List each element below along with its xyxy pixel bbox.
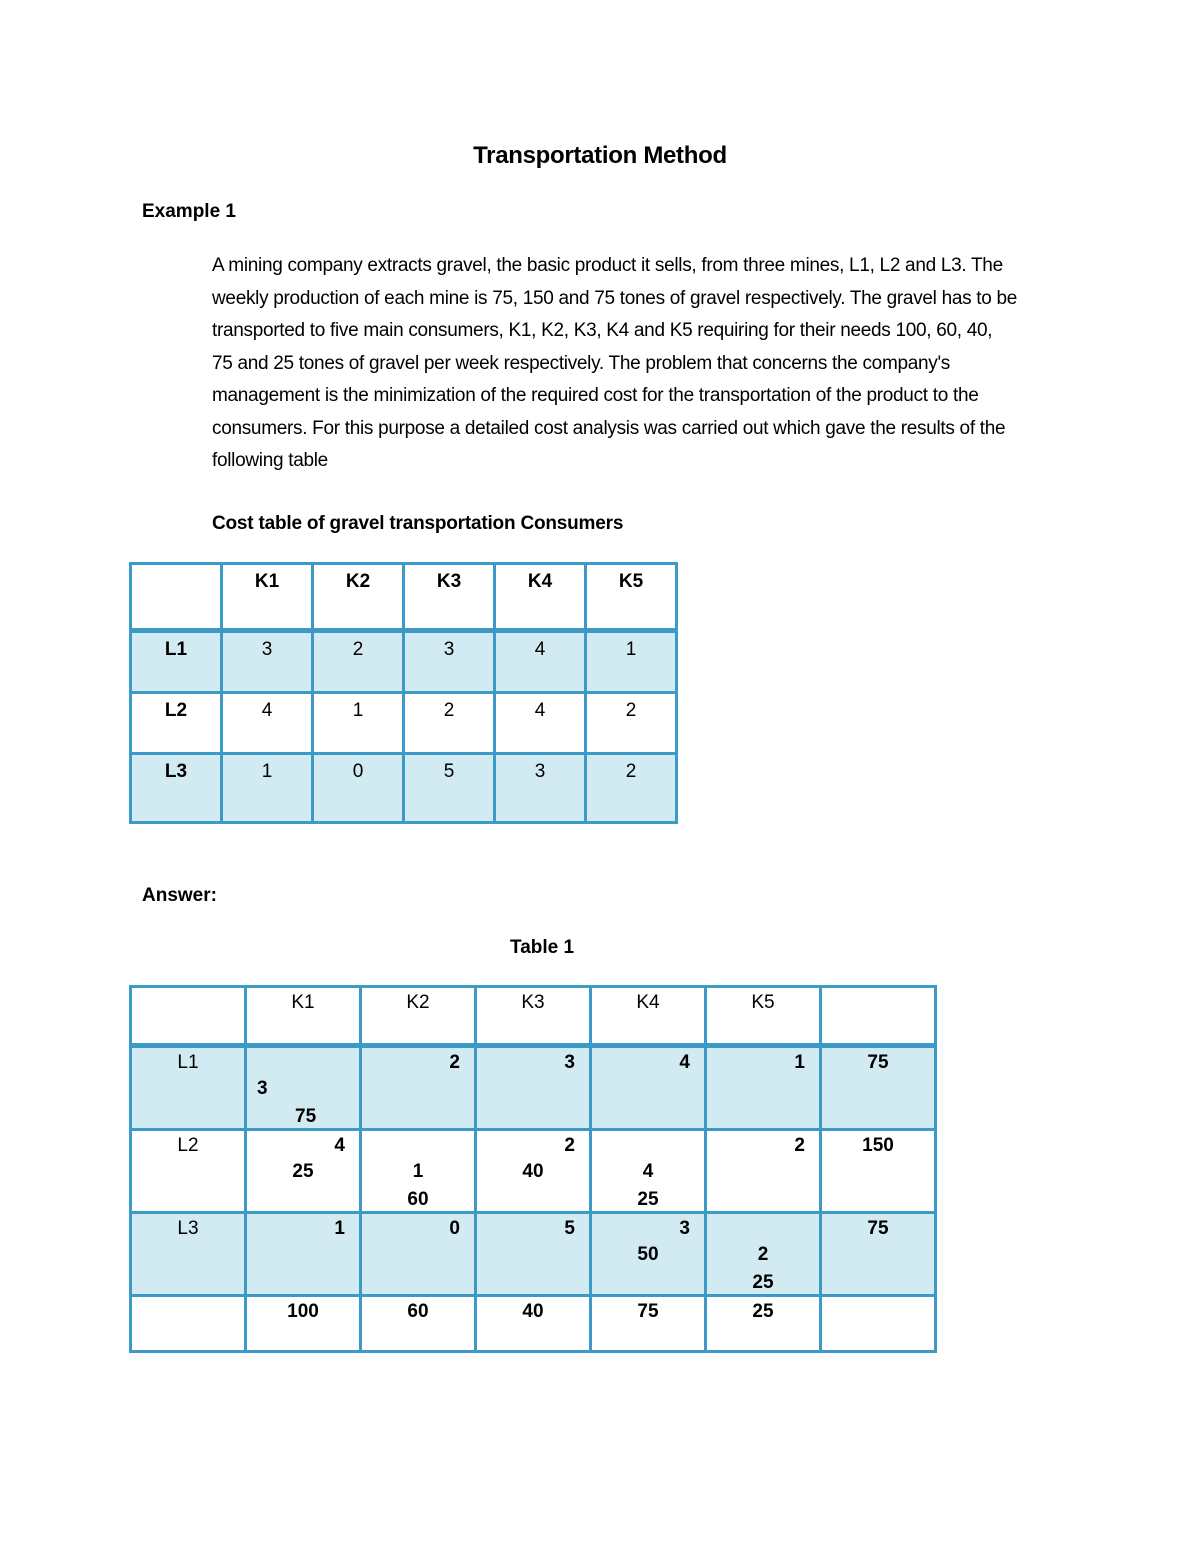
cost-cell: 1 (586, 631, 677, 693)
cell-allocation: 40 (522, 1161, 544, 1182)
row-label: L2 (131, 1130, 246, 1213)
allocation-cell (591, 1213, 706, 1296)
header-cell: K3 (476, 987, 591, 1046)
cell-cost: 3 (679, 1218, 690, 1239)
empty-cell (131, 1296, 246, 1352)
allocation-cell (591, 1130, 706, 1213)
allocation-cell (706, 1130, 821, 1213)
row-label: L3 (131, 754, 222, 823)
header-cell (131, 564, 222, 631)
cell-allocation: 75 (295, 1106, 317, 1127)
cost-table (129, 562, 678, 824)
header-cell: K5 (706, 987, 821, 1046)
cell-cost: 3 (257, 1078, 268, 1099)
cost-cell: 2 (586, 693, 677, 754)
cost-cell: 2 (586, 754, 677, 823)
supply-value: 75 (867, 1052, 889, 1073)
row-label: L2 (131, 693, 222, 754)
demand-cell (246, 1296, 361, 1352)
cell-allocation: 25 (752, 1272, 774, 1293)
supply-cell (821, 1046, 936, 1130)
table-row (131, 1046, 936, 1130)
cost-cell: 3 (404, 631, 495, 693)
allocation-cell (246, 1130, 361, 1213)
allocation-table (129, 985, 937, 1353)
cost-cell: 4 (222, 693, 313, 754)
cell-cost: 0 (449, 1218, 460, 1239)
cell-cost: 2 (794, 1135, 805, 1156)
paragraph-line: 75 and 25 tones of gravel per week respectively. The problem that concerns the company's (212, 352, 951, 374)
cell-cost: 2 (757, 1244, 769, 1265)
header-cell: K4 (591, 987, 706, 1046)
cost-cell: 4 (495, 693, 586, 754)
cost-cell: 3 (222, 631, 313, 693)
cost-cell: 3 (495, 754, 586, 823)
demand-value: 40 (522, 1301, 544, 1322)
paragraph-line: consumers. For this purpose a detailed cost analysis was carried out which gave the results of the (212, 417, 1006, 439)
cost-cell: 4 (495, 631, 586, 693)
allocation-cell (476, 1130, 591, 1213)
header-cell: K3 (404, 564, 495, 631)
table1-caption: Table 1 (510, 937, 575, 958)
demand-cell (361, 1296, 476, 1352)
header-cell: K1 (246, 987, 361, 1046)
header-cell: K2 (313, 564, 404, 631)
cell-cost: 1 (334, 1218, 345, 1239)
paragraph-line: management is the minimization of the required cost for the transportation of the product to the (212, 385, 979, 406)
page-title: Transportation Method (473, 142, 727, 169)
allocation-cell (361, 1130, 476, 1213)
demand-row (131, 1296, 936, 1352)
cost-cell: 5 (404, 754, 495, 823)
cell-allocation: 25 (637, 1189, 659, 1210)
paragraph-line: following table (212, 450, 328, 471)
allocation-cell (706, 1213, 821, 1296)
demand-cell (591, 1296, 706, 1352)
allocation-cell (246, 1046, 361, 1130)
cost-cell: 2 (404, 693, 495, 754)
cost-table-caption: Cost table of gravel transportation Consumers (212, 513, 624, 534)
allocation-cell (361, 1046, 476, 1130)
supply-value: 75 (867, 1218, 889, 1239)
table-row (131, 1130, 936, 1213)
demand-value: 60 (407, 1301, 429, 1322)
paragraph-line: weekly production of each mine is 75, 150 and 75 tones of gravel respectively. The gravel has to be (212, 287, 1018, 309)
allocation-cell (706, 1046, 821, 1130)
row-label: L1 (131, 631, 222, 693)
cell-allocation: 25 (292, 1161, 314, 1182)
cost-table-header (131, 564, 677, 631)
cost-cell: 1 (313, 693, 404, 754)
allocation-cell (246, 1213, 361, 1296)
cell-cost: 1 (794, 1052, 805, 1073)
cell-cost: 4 (679, 1052, 690, 1073)
header-cell: K5 (586, 564, 677, 631)
demand-value: 25 (752, 1301, 774, 1322)
row-label: L1 (131, 1046, 246, 1130)
cell-allocation: 60 (407, 1189, 429, 1210)
table-row (131, 754, 677, 823)
cell-cost: 3 (564, 1052, 575, 1073)
problem-paragraph (212, 250, 1082, 478)
cell-cost: 5 (564, 1218, 575, 1239)
cell-cost: 4 (334, 1135, 345, 1156)
table-row (131, 631, 677, 693)
allocation-cell (361, 1213, 476, 1296)
cell-allocation: 50 (637, 1244, 659, 1265)
row-label: L3 (131, 1213, 246, 1296)
header-cell: K2 (361, 987, 476, 1046)
cell-cost: 4 (642, 1161, 654, 1182)
header-cell: K1 (222, 564, 313, 631)
cell-cost: 1 (412, 1161, 424, 1182)
supply-cell (821, 1130, 936, 1213)
demand-value: 100 (287, 1301, 319, 1322)
paragraph-line: transported to five main consumers, K1, K2, K3, K4 and K5 requiring for their needs 100, 60, 40, (212, 320, 993, 341)
allocation-cell (476, 1046, 591, 1130)
demand-value: 75 (637, 1301, 659, 1322)
cost-cell: 1 (222, 754, 313, 823)
table-row (131, 1213, 936, 1296)
supply-cell (821, 1213, 936, 1296)
header-cell: K4 (495, 564, 586, 631)
paragraph-line: A mining company extracts gravel, the basic product it sells, from three mines, L1, L2 and L3. The (212, 255, 1003, 276)
header-cell (821, 987, 936, 1046)
allocation-table-header (131, 987, 936, 1046)
demand-cell (706, 1296, 821, 1352)
answer-heading: Answer: (142, 885, 217, 906)
cost-cell: 2 (313, 631, 404, 693)
empty-cell (821, 1296, 936, 1352)
supply-value: 150 (862, 1135, 894, 1156)
allocation-cell (591, 1046, 706, 1130)
demand-cell (476, 1296, 591, 1352)
cell-cost: 2 (564, 1135, 575, 1156)
table-row (131, 693, 677, 754)
cost-cell: 0 (313, 754, 404, 823)
example-heading: Example 1 (142, 201, 236, 222)
cell-cost: 2 (449, 1052, 460, 1073)
allocation-cell (476, 1213, 591, 1296)
header-cell (131, 987, 246, 1046)
